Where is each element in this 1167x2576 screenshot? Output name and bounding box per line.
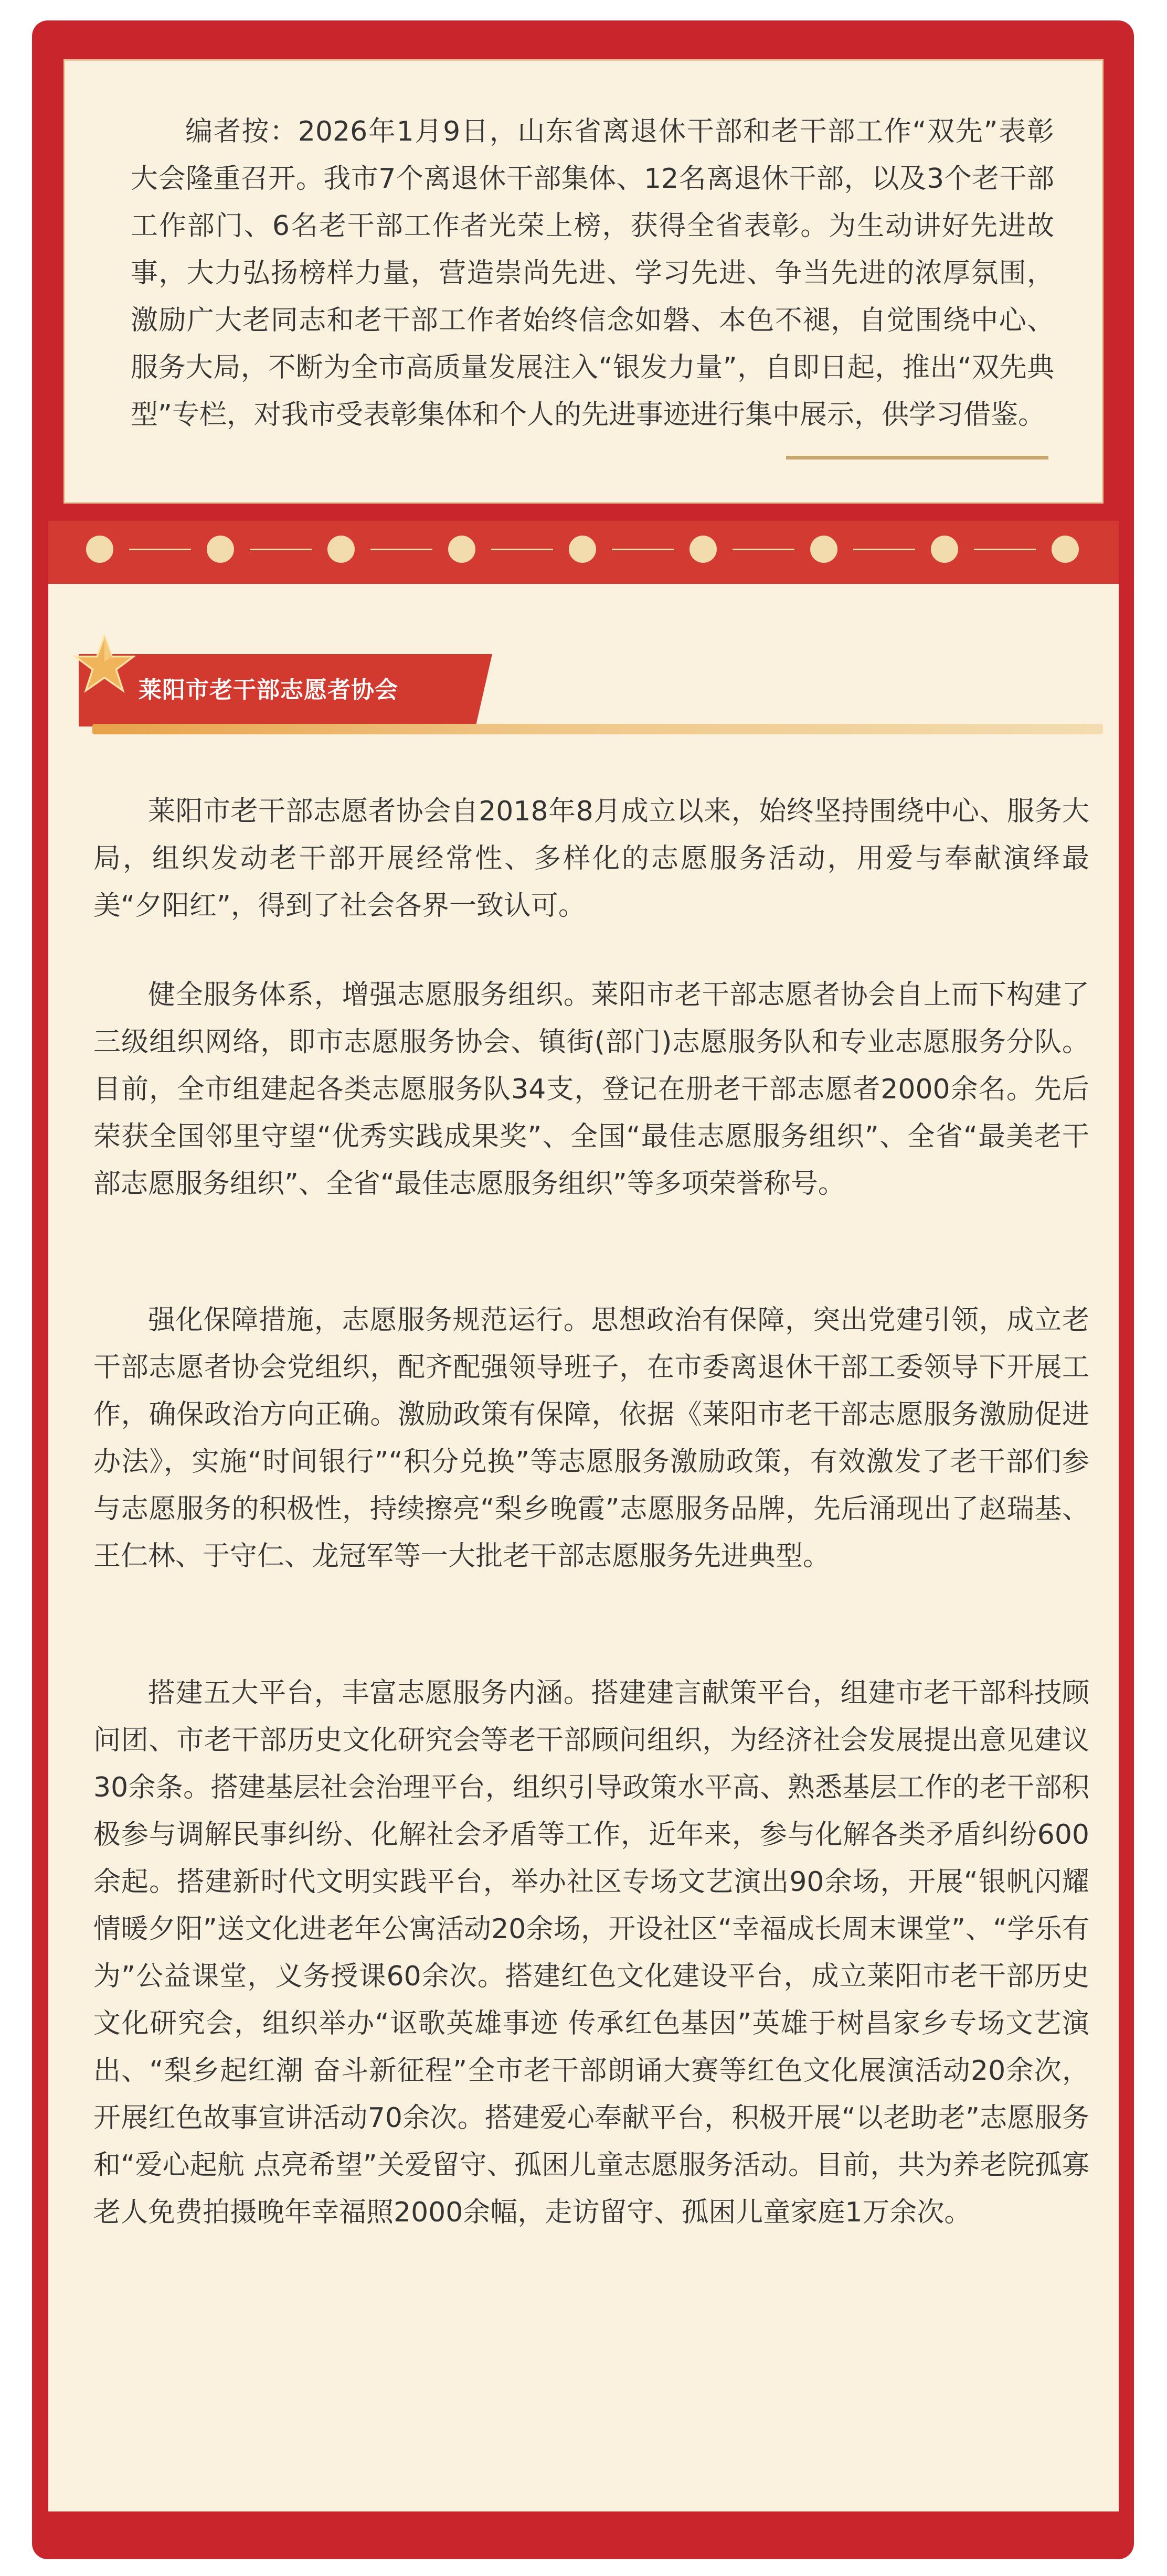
- article-paragraph-intro: 莱阳市老干部志愿者协会自2018年8月成立以来，始终坚持围绕中心、服务大局，组织发动老干部开展经常性、多样化的志愿服务活动，用爱与奉献演绎最美“夕阳红”，得到了社会各界一致认可。: [93, 796, 1089, 922]
- section-underline-bar: [92, 724, 1103, 734]
- band-dot: [810, 536, 837, 563]
- band-dot: [327, 536, 355, 563]
- band-dash: [129, 549, 191, 550]
- article-paragraph-service-system: 健全服务体系，增强志愿服务组织。莱阳市老干部志愿者协会自上而下构建了三级组织网络，即市志愿服务协会、镇街(部门)志愿服务队和专业志愿服务分队。目前，全市组建起各类志愿服务队34支，登记在册老干部志愿者2000余名。先后荣获全国邻里守望“优秀实践成果奖”、全国“最佳志愿服务组织”、全省“最美老干部志愿服务组织”、全省“最佳志愿服务组织”等多项荣誉称号。: [93, 979, 1089, 1200]
- band-dash: [370, 549, 432, 550]
- band-dot: [931, 536, 958, 563]
- band-dot: [569, 536, 596, 563]
- decorative-dot-band: [48, 521, 1119, 584]
- band-dot: [207, 536, 234, 563]
- band-dot: [448, 536, 475, 563]
- band-dash: [250, 549, 312, 550]
- band-dash: [733, 549, 794, 550]
- band-dash: [974, 549, 1036, 550]
- editor-note-panel: [63, 59, 1104, 504]
- gold-divider-line: [786, 456, 1048, 459]
- band-dash: [612, 549, 674, 550]
- editor-note-text: 编者按：2026年1月9日，山东省离退休干部和老干部工作“双先”表彰大会隆重召开。我市7个离退休干部集体、12名离退休干部，以及3个老干部工作部门、6名老干部工作者光荣上榜，获得全省表彰。为生动讲好先进故事，大力弘扬榜样力量，营造崇尚先进、学习先进、争当先进的浓厚氛围，激励广大老同志和老干部工作者始终信念如磐、本色不褪，自觉围绕中心、服务大局，不断为全市高质量发展注入“银发力量”，自即日起，推出“双先典型”专栏，对我市受表彰集体和个人的先进事迹进行集中展示，供学习借鉴。: [131, 116, 1054, 431]
- article-paragraph-safeguards: 强化保障措施，志愿服务规范运行。思想政治有保障，突出党建引领，成立老干部志愿者协会党组织，配齐配强领导班子，在市委离退休干部工委领导下开展工作，确保政治方向正确。激励政策有保障，依据《莱阳市老干部志愿服务激励促进办法》，实施“时间银行”“积分兑换”等志愿服务激励政策，有效激发了老干部们参与志愿服务的积极性，持续擦亮“梨乡晚霞”志愿服务品牌，先后涌现出了赵瑞基、王仁林、于守仁、龙冠军等一大批老干部志愿服务先进典型。: [93, 1305, 1089, 1572]
- star-icon: [73, 634, 135, 696]
- band-dot: [1052, 536, 1079, 563]
- section-title: 莱阳市老干部志愿者协会: [139, 677, 398, 703]
- band-dash: [853, 549, 915, 550]
- band-dash: [491, 549, 553, 550]
- band-dot: [689, 536, 717, 563]
- band-dot: [86, 536, 113, 563]
- article-paragraph-five-platforms: 搭建五大平台，丰富志愿服务内涵。搭建建言献策平台，组建市老干部科技顾问团、市老干部历史文化研究会等老干部顾问组织，为经济社会发展提出意见建议30余条。搭建基层社会治理平台，组织引导政策水平高、熟悉基层工作的老干部积极参与调解民事纠纷、化解社会矛盾等工作，近年来，参与化解各类矛盾纠纷600余起。搭建新时代文明实践平台，举办社区专场文艺演出90余场，开展“银帆闪耀 情暖夕阳”送文化进老年公寓活动20余场，开设社区“幸福成长周末课堂”、“学乐有为”公益课堂，义务授课60余次。搭建红色文化建设平台，成立莱阳市老干部历史文化研究会，组织举办“讴歌英雄事迹 传承红色基因”英雄于树昌家乡专场文艺演出、“梨乡起红潮 奋斗新征程”全市老干部朗诵大赛等红色文化展演活动20余次，开展红色故事宣讲活动70余次。搭建爱心奉献平台，积极开展“以老助老”志愿服务和“爱心起航 点亮希望”关爱留守、孤困儿童志愿服务活动。目前，共为养老院孤寡老人免费拍摄晚年幸福照2000余幅，走访留守、孤困儿童家庭1万余次。: [93, 1677, 1089, 2228]
